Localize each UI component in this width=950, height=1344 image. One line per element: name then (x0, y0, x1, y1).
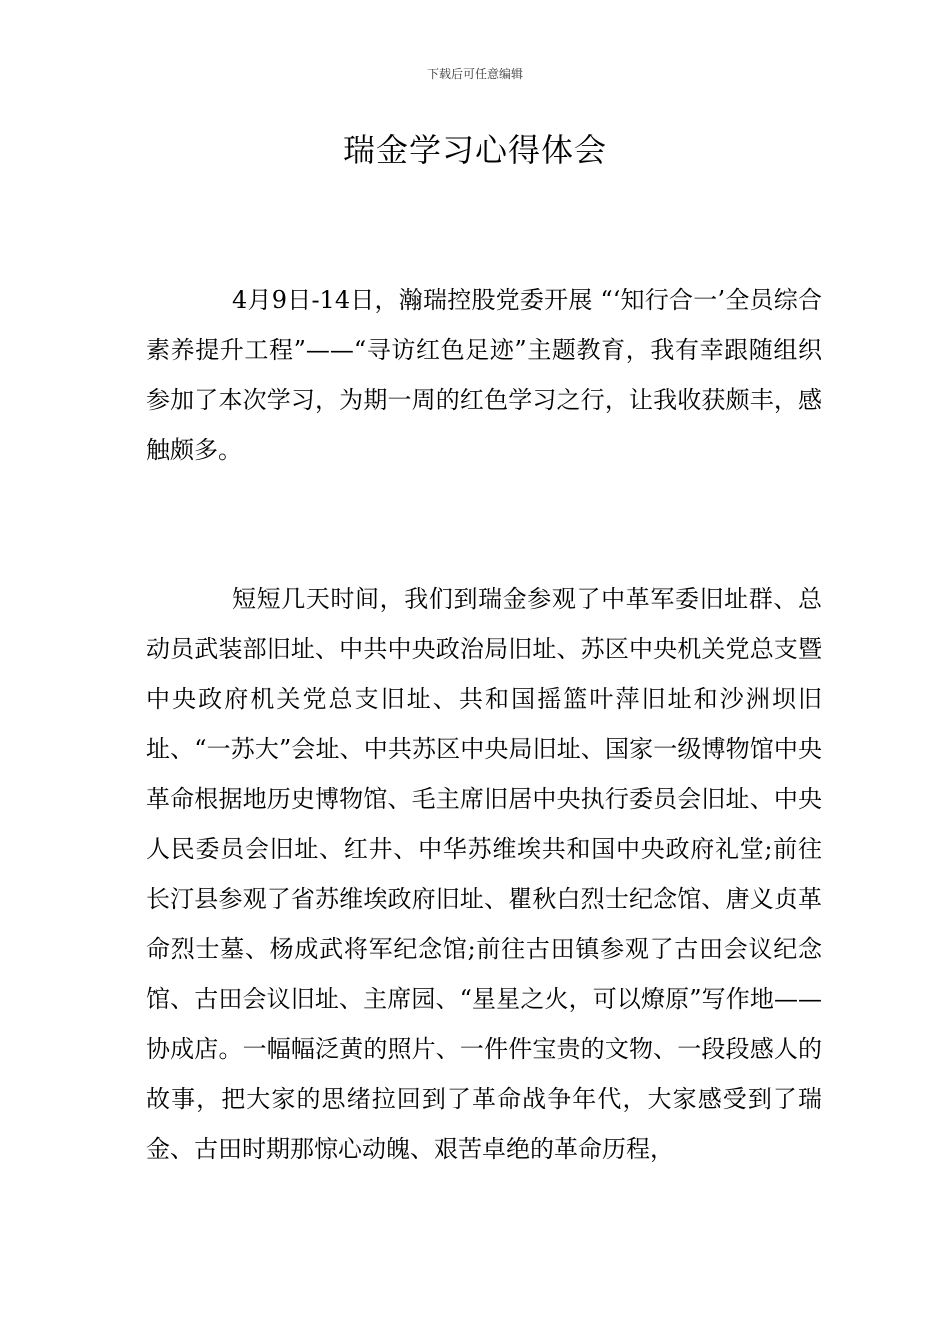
document-title: 瑞金学习心得体会 (342, 131, 607, 169)
page-header-note: 下载后可任意编辑 (426, 67, 523, 81)
body-paragraph: 4月9日-14日，瀚瑞控股党委开展 “‘知行合一’全员综合素养提升工程”——“寻访红色足迹”主题教育，我有幸跟随组织参加了本次学习，为期一周的红色学习之行，让我收获颇丰，感触颇多。 (146, 286, 822, 464)
body-paragraph: 短短几天时间，我们到瑞金参观了中革军委旧址群、总动员武装部旧址、中共中央政治局旧址、苏区中央机关党总支暨中央政府机关党总支旧址、共和国摇篮叶萍旧址和沙洲坝旧址、“一苏大”会址、中共苏区中央局旧址、国家一级博物馆中央革命根据地历史博物馆、毛主席旧居中央执行委员会旧址、中央人民委员会旧址、红井、中华苏维埃共和国中央政府礼堂;前往长汀县参观了省苏维埃政府旧址、瞿秋白烈士纪念馆、唐义贞革命烈士墓、杨成武将军纪念馆;前往古田镇参观了古田会议纪念馆、古田会议旧址、主席园、“星星之火，可以燎原”写作地——协成店。一幅幅泛黄的照片、一件件宝贵的文物、一段段感人的故事，把大家的思绪拉回到了革命战争年代，大家感受到了瑞金、古田时期那惊心动魄、艰苦卓绝的革命历程， (146, 585, 822, 1163)
